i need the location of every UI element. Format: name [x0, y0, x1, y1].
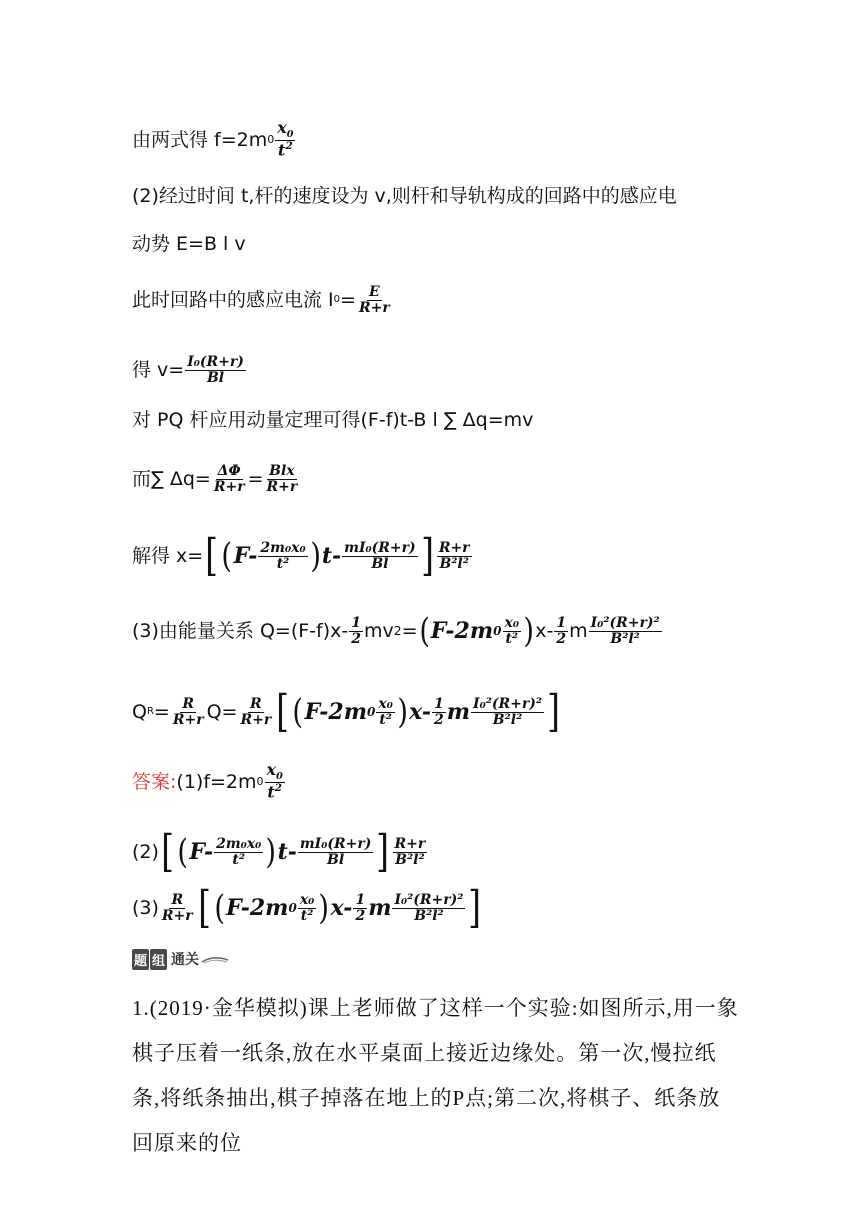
right-paren: ): [523, 611, 534, 651]
num: I₀²(R+r)²: [590, 614, 660, 631]
solution-line-velocity: [132, 355, 820, 385]
den: Bl: [206, 369, 225, 386]
text: 由两式得 f=2m: [132, 128, 268, 151]
left-paren: (: [292, 692, 304, 732]
solution-line-friction: [132, 120, 820, 159]
badge-box-1: 题: [132, 949, 149, 970]
den: 2: [434, 711, 444, 728]
fraction: [471, 697, 544, 727]
num: R+r: [394, 835, 426, 852]
right-paren: ): [318, 888, 330, 928]
num: mI₀(R+r): [299, 835, 372, 852]
answer-line-3: (3) $\frac{R}{R+r}$ [ ( F-2m 0 $\frac{\text{x₀}}{\text{t²}}$ ) x- $\frac{1}{2}$ m $\frac{\text{I₀²(R+r)²}}{\text{B²l²}}$ ]: [132, 882, 482, 933]
den: R+r: [161, 907, 193, 924]
fraction: [160, 893, 195, 923]
left-paren: (: [214, 888, 225, 928]
den: B²l²: [414, 907, 444, 924]
fraction: [376, 697, 394, 727]
solution-line-heat-resistor: Q R = $\frac{R}{R+r}$ Q= $\frac{R}{R+r}$ [ ( F-2m 0 $\frac{\text{x₀}}{\text{t²}}$ ) x- $\frac{1}{2}$ m $\frac{\text{I₀²(R+r)²}}{\text{B²l²}}$ ]: [132, 686, 560, 737]
fraction: [275, 120, 295, 159]
subscript: 0: [267, 132, 275, 146]
num: ΔΦ: [217, 463, 241, 479]
fraction: [171, 697, 206, 727]
fraction: [357, 285, 392, 315]
den: R+r: [266, 478, 298, 495]
num: 1: [351, 614, 361, 631]
text: (3): [132, 897, 159, 919]
num: R: [250, 695, 262, 712]
text: 得 v=: [132, 359, 185, 382]
equals: =: [247, 468, 264, 491]
fraction: [258, 541, 307, 571]
fraction-flux: [212, 464, 247, 494]
right-bracket: ]: [468, 882, 482, 933]
solution-line-part2: [132, 183, 820, 209]
solution-line-energy: (3)由能量关系 Q=(F-f)x- $\frac{1}{2}$ mv 2 = ( F-2m 0 $\frac{\text{x₀}}{\text{t²}}$ ) x- $\frac{1}{2}$ m $\frac{\text{I₀²(R+r)²}}{\text{B²l²}}$: [132, 611, 660, 651]
den-sup: 2: [285, 140, 293, 153]
term: mv: [363, 620, 394, 642]
left-bracket: [: [205, 530, 219, 581]
equals: =: [153, 701, 170, 723]
den: B²l²: [439, 555, 469, 572]
subscript: 0: [333, 294, 341, 306]
den: R+r: [240, 711, 272, 728]
swoosh-icon: [201, 954, 229, 964]
fraction: [298, 893, 316, 923]
num-sub: 0: [276, 771, 283, 783]
term: F-2m: [430, 618, 494, 644]
answer-line-1: [132, 762, 820, 801]
den: t²: [232, 851, 246, 868]
num: E: [368, 284, 380, 300]
text: (2): [132, 841, 159, 863]
badge-text: 通关: [171, 952, 200, 968]
num: R: [182, 695, 195, 712]
num: R: [171, 891, 184, 908]
den: Bl: [327, 851, 345, 868]
right-bracket: ]: [547, 686, 560, 737]
left-paren: (: [221, 536, 233, 576]
fraction-half: [554, 616, 568, 646]
term: F-2m: [226, 895, 289, 921]
den: t²: [276, 555, 290, 572]
num: 2m₀x₀: [260, 539, 306, 556]
subscript: 0: [256, 774, 264, 788]
term: x-: [409, 699, 431, 725]
term: x-: [535, 620, 554, 642]
term: F-: [189, 839, 214, 865]
text: 对 PQ 杆应用动量定理可得(F-f)t-B l ∑ Δq=mv: [132, 409, 534, 431]
den: B²l²: [395, 851, 425, 868]
fraction-half: [432, 697, 446, 727]
den: R+r: [172, 711, 204, 728]
text: 动势 E=B l v: [132, 233, 246, 255]
num: 1: [434, 695, 444, 712]
fraction: [238, 697, 273, 727]
den: B²l²: [492, 711, 523, 728]
equals: =: [401, 620, 418, 642]
den: 2: [351, 630, 361, 647]
right-paren: ): [397, 692, 408, 732]
den: 2: [355, 907, 366, 924]
den: 2: [556, 630, 567, 647]
problem-text: 1.(2019·金华模拟)课上老师做了这样一个实验:如图所示,用一象棋子压着一纸条,放在水平桌面上接近边缘处。第一次,慢拉纸条,将纸条抽出,棋子掉落在地上的P点;第二次,将棋子、纸条放回原来的位: [132, 996, 739, 1155]
solution-line-emf: [132, 231, 820, 257]
text: (3)由能量关系 Q=(F-f)x-: [132, 620, 349, 642]
term: m: [569, 620, 588, 642]
solution-line-current: [132, 285, 820, 315]
fraction: [265, 762, 285, 801]
badge-box-2: 组: [150, 949, 167, 970]
den: t: [278, 140, 286, 160]
den: t²: [300, 907, 314, 924]
num: x₀: [378, 695, 393, 712]
term: t-: [277, 839, 297, 865]
term: t-: [321, 543, 342, 569]
fraction-blx: [265, 464, 300, 494]
den: R+r: [213, 478, 245, 495]
left-paren: (: [418, 611, 430, 651]
right-bracket: ]: [376, 826, 390, 877]
text: 解得 x=: [132, 545, 204, 567]
den-sup: 2: [274, 782, 282, 795]
solution-line-charge: [132, 464, 820, 494]
term: Q=: [206, 701, 238, 723]
term: F-2m: [304, 699, 368, 725]
num: 1: [355, 891, 366, 908]
fraction: [503, 616, 521, 646]
fraction: [392, 893, 465, 923]
term: F-: [233, 543, 258, 569]
fraction: [393, 837, 428, 867]
fraction: [589, 616, 662, 646]
den: t²: [379, 711, 392, 728]
num: x: [277, 118, 287, 137]
fraction-half: [349, 616, 363, 646]
term: m: [368, 895, 392, 921]
text: 而∑ Δq=: [132, 468, 211, 491]
fraction: [185, 355, 246, 385]
num: x₀: [504, 614, 519, 631]
fraction: [298, 837, 373, 867]
right-bracket: ]: [420, 530, 434, 581]
num: mI₀(R+r): [344, 539, 416, 556]
num: 1: [556, 614, 567, 631]
left-bracket: [: [276, 686, 290, 737]
den: R+r: [358, 299, 390, 316]
num: 2m₀x₀: [216, 835, 262, 852]
text: 此时回路中的感应电流 I: [132, 289, 334, 312]
sup: 2: [393, 624, 402, 638]
num: R+r: [438, 539, 470, 556]
subscript: R: [146, 706, 154, 717]
answer-line-2: [132, 826, 820, 877]
term: Q: [132, 701, 147, 723]
num: Blx: [269, 463, 295, 479]
num-sub: 0: [286, 129, 294, 141]
term: m: [446, 699, 471, 725]
num: I₀²(R+r)²: [394, 891, 464, 908]
answer-label: 答案:: [132, 770, 177, 793]
den: B²l²: [610, 630, 640, 647]
section-badge: [132, 948, 229, 970]
fraction: [214, 837, 263, 867]
den: Bl: [371, 555, 389, 572]
num: x: [266, 760, 277, 779]
term: x-: [330, 895, 353, 921]
den: t²: [505, 630, 519, 647]
num: I₀²(R+r)²: [473, 695, 542, 712]
den: t: [267, 782, 275, 802]
fraction: [437, 541, 472, 571]
solution-line-momentum: [132, 407, 820, 433]
right-paren: ): [309, 536, 321, 576]
solution-line-displacement: [132, 530, 820, 581]
right-paren: ): [265, 832, 277, 872]
equals: =: [340, 289, 356, 312]
text: (1)f=2m: [176, 770, 257, 793]
fraction-half: [353, 893, 367, 923]
fraction: [342, 541, 417, 571]
num: I₀(R+r): [187, 354, 244, 370]
left-bracket: [: [197, 882, 211, 933]
left-bracket: [: [161, 826, 174, 877]
left-paren: (: [177, 832, 189, 872]
text: (2)经过时间 t,杆的速度设为 v,则杆和导轨构成的回路中的感应电: [132, 185, 677, 207]
num: x₀: [299, 891, 315, 908]
